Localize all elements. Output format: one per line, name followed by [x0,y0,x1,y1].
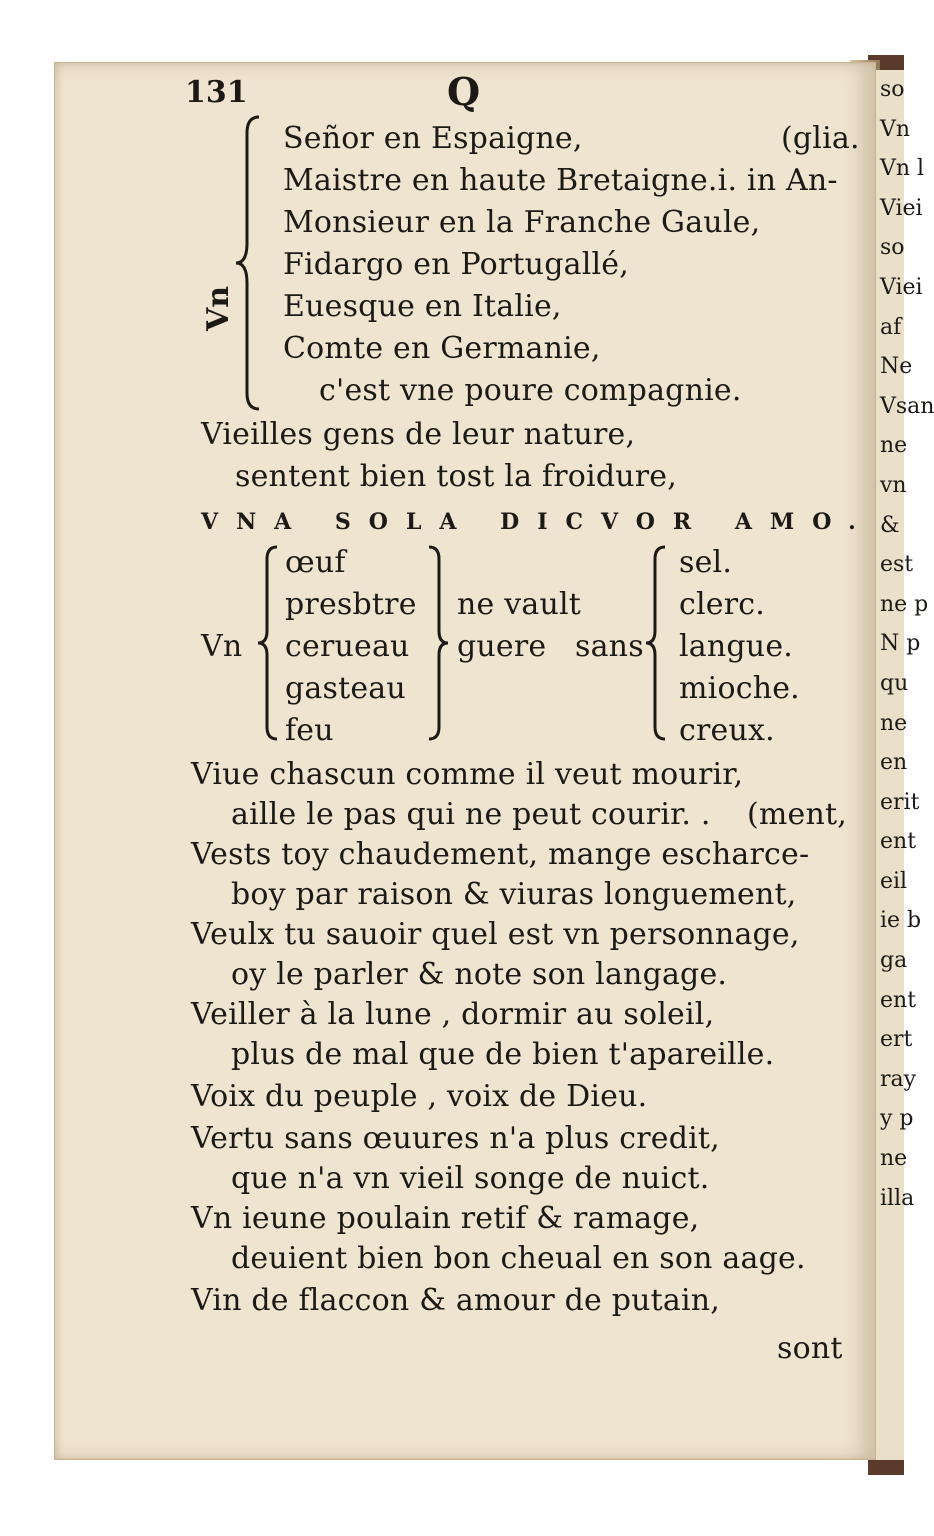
text-line: Vn ieune poulain retif & ramage, [191,1201,700,1236]
proverb-line: sentent bien tost la froidure, [235,459,677,494]
group2-item: feu [285,713,334,748]
facing-page-line: Vn l [880,156,925,182]
facing-page-line: ne p [880,591,929,617]
text-line: boy par raison & viuras longuement, [231,877,797,912]
section-letter: Q [447,69,481,114]
facing-page-line: Ne [880,354,913,380]
facing-page-line: ga [880,948,908,974]
text-line: (ment, [747,797,848,832]
book-page [54,62,876,1460]
group1-line: c'est vne poure compagnie. [319,373,742,408]
group1-overflow: (glia. [781,121,860,156]
facing-page-line: ent [880,829,917,855]
page-number: 131 [185,75,248,110]
facing-page-line: so [880,77,905,102]
text-line: Viue chascun comme il veut mourir, [191,757,744,792]
facing-page-line: Viei [880,195,923,221]
catchword: sont [777,1331,843,1366]
text-line: Voix du peuple , voix de Dieu. [191,1079,648,1114]
group2-without: creux. [679,713,775,748]
group2-item: cerueau [285,629,410,664]
text-line: Vests toy chaudement, mange escharce- [191,837,810,872]
group1-line: Comte en Germanie, [283,331,601,366]
group2-middle-top: ne vault [457,587,582,622]
facing-page-line: qu [880,670,909,696]
facing-page-line: erit [880,789,920,815]
text-line: Vin de flaccon & amour de putain, [191,1283,721,1318]
group2-without: sel. [679,545,733,580]
facing-page-line: y p [880,1106,914,1132]
facing-page-line: ne [880,433,908,459]
facing-page-line: ray [880,1066,917,1092]
facing-page-fragment [876,70,934,1460]
facing-page-line: eil [880,868,908,894]
facing-page-line: ie b [880,908,922,934]
group2-left-brace [255,543,281,743]
group2-middle-bottom: guere [457,629,547,664]
facing-page-line: en [880,750,908,776]
group1-line: Señor en Espaigne, [283,121,583,156]
group2-lead: Vn [201,629,243,664]
text-line: oy le parler & note son langage. [231,957,728,992]
text-line: Veiller à la lune , dormir au soleil, [191,997,715,1032]
motto: VNA SOLA DICVOR AMO. [201,509,874,535]
group1-line: Maistre en haute Bretaigne.i. in An- [283,163,838,198]
group1-line: Euesque en Italie, [283,289,562,324]
group2-without: langue. [679,629,794,664]
text-line: aille le pas qui ne peut courir. . [231,797,711,832]
facing-page-line: Vn [880,116,911,142]
text-line: Veulx tu sauoir quel est vn personnage, [191,917,800,952]
group2-middle-brace [425,543,451,743]
group1-line: Monsieur en la Franche Gaule, [283,205,761,240]
text-line: Vertu sans œuures n'a plus credit, [191,1121,720,1156]
facing-page-line: illa [880,1185,915,1211]
text-line: plus de mal que de bien t'apareille. [231,1037,775,1072]
facing-page-line: vn [880,472,907,498]
facing-page-line: Vsan [880,393,934,419]
facing-page-line: est [880,552,914,578]
text-line: deuient bien bon cheual en son aage. [231,1241,806,1276]
group2-without: clerc. [679,587,766,622]
group1-line: Fidargo en Portugallé, [283,247,629,282]
facing-page-line: ne [880,710,908,736]
group1-brace [233,113,263,413]
proverb-line: Vieilles gens de leur nature, [201,417,636,452]
group2-sans: sans [575,629,644,664]
facing-page-line: ne [880,1146,908,1172]
facing-page-line: ert [880,1027,913,1053]
text-line: que n'a vn vieil songe de nuict. [231,1161,710,1196]
group2-item: presbtre [285,587,417,622]
group2-item: œuf [285,545,346,580]
facing-page-line: Viei [880,274,923,300]
facing-page-line: N p [880,631,921,657]
facing-page-line: ent [880,987,917,1013]
group2-right-brace [643,543,669,743]
group1-side-label: Vn [201,285,236,331]
facing-page-line: af [880,314,902,340]
group2-item: gasteau [285,671,406,706]
facing-page-line: & [880,512,900,538]
facing-page-line: so [880,235,905,261]
group2-without: mioche. [679,671,800,706]
